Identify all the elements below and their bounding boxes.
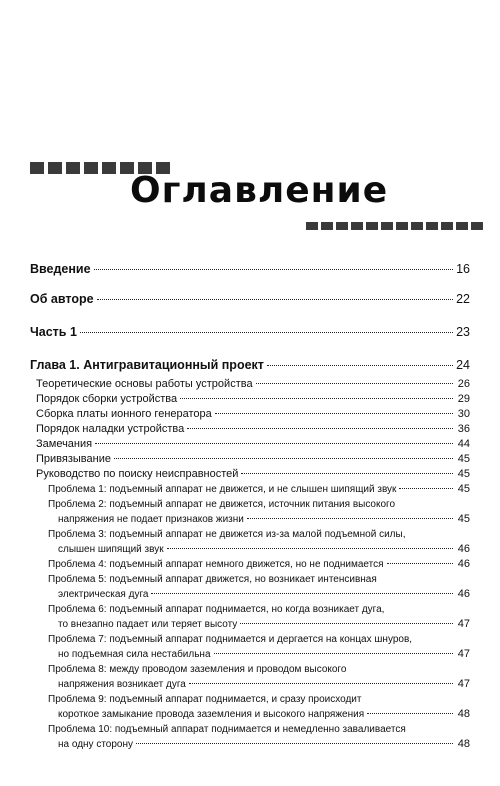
toc-section[interactable] <box>36 407 470 422</box>
dot-leader <box>214 653 453 654</box>
toc-problem[interactable] <box>48 482 470 497</box>
toc-problem[interactable] <box>48 662 470 692</box>
toc-problem-title: Проблема 9: подъемный аппарат поднимается, и сразу происходит <box>48 694 362 705</box>
toc-problem-title: Проблема 2: подъемный аппарат не движется, источник питания высокого <box>48 499 396 510</box>
toc-problem-title: Проблема 4: подъемный аппарат немного движется, но не поднимается <box>48 559 384 570</box>
toc-problem-title-cont: электрическая дуга <box>58 589 149 600</box>
toc-problem[interactable] <box>48 722 470 752</box>
toc-problem-title: Проблема 10: подъемный аппарат поднимается и немедленно заваливается <box>48 724 406 735</box>
toc-section-title: Сборка платы ионного генератора <box>36 408 212 420</box>
toc-section-page: 26 <box>457 378 470 390</box>
toc-problem-title: Проблема 3: подъемный аппарат не движется из-за малой подъемной силы, <box>48 529 406 540</box>
toc-problem[interactable] <box>48 497 470 527</box>
toc-problem-title-cont: то внезапно падает или теряет высоту <box>58 619 238 630</box>
dot-leader <box>247 518 453 519</box>
toc-section[interactable] <box>36 467 470 482</box>
dot-leader <box>97 299 453 300</box>
toc-problem-title-cont: слышен шипящий звук <box>58 544 164 555</box>
toc-problem-title-cont: напряжения возникает дуга <box>58 679 186 690</box>
toc-entry[interactable] <box>30 292 470 307</box>
toc-section[interactable] <box>36 392 470 407</box>
toc-section[interactable] <box>36 377 470 392</box>
toc-problem[interactable] <box>48 632 470 662</box>
toc-entry-page: 22 <box>456 292 470 306</box>
toc-section-title: Теоретические основы работы устройства <box>36 378 253 390</box>
toc-problem-title: Проблема 1: подъемный аппарат не движется, и не слышен шипящий звук <box>48 484 397 495</box>
dot-leader <box>215 413 453 414</box>
dot-leader <box>267 365 453 366</box>
toc-entry-title: Часть 1 <box>30 325 77 339</box>
toc-entry[interactable] <box>30 358 470 373</box>
toc-section-title: Привязывание <box>36 453 111 465</box>
toc-problem-page: 48 <box>457 708 470 720</box>
toc-section[interactable] <box>36 422 470 437</box>
toc-problem-title-cont: напряжения не подает признаков жизни <box>58 514 244 525</box>
toc-problem-title-cont: короткое замыкание провода заземления и высокого напряжения <box>58 709 365 720</box>
dot-leader <box>240 623 453 624</box>
toc-entry-title: Глава 1. Антигравитационный проект <box>30 358 264 372</box>
toc-entry-page: 23 <box>456 325 470 339</box>
toc-problem-title: Проблема 6: подъемный аппарат поднимается, но когда возникает дуга, <box>48 604 385 615</box>
toc-section-title: Замечания <box>36 438 93 450</box>
toc-problem-page: 46 <box>457 558 470 570</box>
toc-problem[interactable] <box>48 557 470 572</box>
toc-problem-page: 47 <box>457 618 470 630</box>
dot-leader <box>167 548 453 549</box>
dot-leader <box>241 473 453 474</box>
dot-leader <box>80 332 453 333</box>
toc-problem-page: 47 <box>457 648 470 660</box>
dot-leader <box>187 428 453 429</box>
dot-leader <box>189 683 453 684</box>
dot-leader <box>367 713 453 714</box>
dot-leader <box>256 383 453 384</box>
dot-leader <box>114 458 453 459</box>
dot-leader <box>95 443 453 444</box>
toc-section-title: Порядок сборки устройства <box>36 393 178 405</box>
toc-section-page: 45 <box>457 468 470 480</box>
toc-problem-page: 46 <box>457 543 470 555</box>
toc-entry-title: Введение <box>30 262 91 276</box>
toc-problem[interactable] <box>48 572 470 602</box>
dot-leader <box>399 488 453 489</box>
toc-section-page: 36 <box>457 423 470 435</box>
dot-leader <box>180 398 453 399</box>
toc-problem-page: 45 <box>457 483 470 495</box>
toc-section-title: Порядок наладки устройства <box>36 423 185 435</box>
toc-entry-page: 24 <box>456 358 470 372</box>
toc-problem-title: Проблема 8: между проводом заземления и проводом высокого <box>48 664 347 675</box>
toc-section[interactable] <box>36 437 470 452</box>
toc-entry-title: Об авторе <box>30 292 94 306</box>
page-title: Оглавление <box>130 170 389 211</box>
toc-problem-title: Проблема 5: подъемный аппарат движется, но возникает интенсивная <box>48 574 377 585</box>
toc-section-title: Руководство по поиску неисправностей <box>36 468 239 480</box>
dot-leader <box>94 269 453 270</box>
toc-problem[interactable] <box>48 602 470 632</box>
toc-section[interactable] <box>36 452 470 467</box>
toc-problem-page: 47 <box>457 678 470 690</box>
toc-problem[interactable] <box>48 692 470 722</box>
toc-entry[interactable] <box>30 262 470 277</box>
toc-section-page: 29 <box>457 393 470 405</box>
toc-section-page: 44 <box>457 438 470 450</box>
toc-problem-title-cont: но подъемная сила нестабильна <box>58 649 211 660</box>
toc-section-page: 45 <box>457 453 470 465</box>
toc-section-page: 30 <box>457 408 470 420</box>
dot-leader <box>387 563 453 564</box>
toc-problem-page: 46 <box>457 588 470 600</box>
toc-entry-page: 16 <box>456 262 470 276</box>
heading-decoration-bottom <box>306 222 483 230</box>
toc-problem-page: 48 <box>457 738 470 750</box>
dot-leader <box>136 743 453 744</box>
dot-leader <box>151 593 453 594</box>
toc-problem[interactable] <box>48 527 470 557</box>
toc-problem-title: Проблема 7: подъемный аппарат поднимается и дергается на концах шнуров, <box>48 634 413 645</box>
toc-problem-page: 45 <box>457 513 470 525</box>
toc-entry[interactable] <box>30 325 470 340</box>
toc-problem-title-cont: на одну сторону <box>58 739 134 750</box>
